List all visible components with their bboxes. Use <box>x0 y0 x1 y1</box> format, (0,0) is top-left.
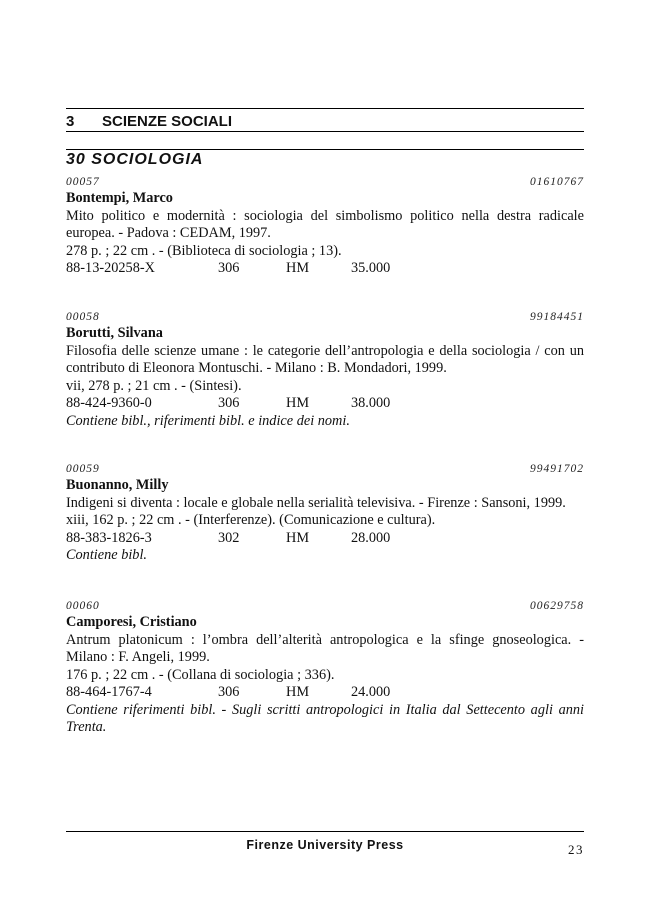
section-bottom-rule <box>66 131 584 132</box>
catalog-entry <box>66 461 584 565</box>
entry-note: Contiene riferimenti bibl. - Sugli scritti antropologici in Italia dal Settecento agli anni Trenta. <box>66 701 584 735</box>
entry-title: Mito politico e modernità : sociologia del simbolismo politico nella destra radicale europea. - Padova : CEDAM, 1997. <box>66 207 584 241</box>
entry-title: Antrum platonicum : l’ombra dell’alterità antropologica e la sfinge gnoseologica. - Milano : F. Angeli, 1999. <box>66 631 584 665</box>
control-number: 00629758 <box>530 600 584 612</box>
entry-author: Buonanno, Milly <box>66 477 169 493</box>
entry-isbn: 88-383-1826-3 <box>66 529 152 546</box>
control-number: 99491702 <box>530 463 584 475</box>
entry-physical-description: vii, 278 p. ; 21 cm . - (Sintesi). <box>66 377 242 394</box>
entry-price: 35.000 <box>351 260 391 276</box>
control-number: 99184451 <box>530 311 584 323</box>
entry-code: HM <box>286 395 310 411</box>
entry-physical-description: 176 p. ; 22 cm . - (Collana di sociologia ; 336). <box>66 666 335 683</box>
entry-id-row <box>66 598 584 614</box>
entry-physical-description: xiii, 162 p. ; 22 cm . - (Interferenze). (Comunicazione e cultura). <box>66 512 436 528</box>
entry-author: Bontempi, Marco <box>66 190 173 206</box>
catalog-page <box>66 0 584 920</box>
record-number: 00059 <box>66 463 100 475</box>
entry-dewey: 306 <box>218 260 240 276</box>
record-number: 00057 <box>66 176 100 188</box>
entry-code: HM <box>286 684 310 700</box>
entry-codes <box>66 260 584 278</box>
footer-publisher: Firenze University Press <box>246 838 404 852</box>
entry-codes <box>66 395 584 413</box>
catalog-entry <box>66 309 584 430</box>
record-number: 00058 <box>66 311 100 323</box>
entry-isbn: 88-13-20258-X <box>66 260 155 276</box>
catalog-entry <box>66 598 584 737</box>
entry-codes <box>66 684 584 702</box>
entry-codes <box>66 530 584 548</box>
entry-title: Indigeni si diventa : locale e globale nella serialità televisiva. - Firenze : Sansoni, 1999. <box>66 494 566 511</box>
control-number: 01610767 <box>530 176 584 188</box>
footer-rule <box>66 831 584 832</box>
entry-author: Camporesi, Cristiano <box>66 614 197 630</box>
entry-code: HM <box>286 529 310 546</box>
entry-author: Borutti, Silvana <box>66 325 163 341</box>
entry-price: 38.000 <box>351 395 391 411</box>
section-number: 3 <box>66 113 75 130</box>
entry-code: HM <box>286 260 310 276</box>
subsection-title: 30 SOCIOLOGIA <box>66 151 204 168</box>
entry-title: Filosofia delle scienze umane : le categorie dell’antropologia e della sociologia / con un contributo di Eleonora Montuschi. - Milano : B. Mondadori, 1999. <box>66 342 584 376</box>
entry-id-row <box>66 309 584 325</box>
entry-price: 24.000 <box>351 684 391 700</box>
entry-dewey: 302 <box>218 529 240 546</box>
entry-dewey: 306 <box>218 395 240 411</box>
entry-id-row <box>66 461 584 477</box>
entry-id-row <box>66 174 584 190</box>
section-top-rule <box>66 108 584 109</box>
record-number: 00060 <box>66 600 100 612</box>
section-title: SCIENZE SOCIALI <box>102 113 233 130</box>
entry-price: 28.000 <box>351 529 391 546</box>
section-heading <box>66 111 584 131</box>
entry-note: Contiene bibl. <box>66 547 148 563</box>
subsection-rule <box>66 149 584 150</box>
page-number: 23 <box>568 842 584 857</box>
entry-physical-description: 278 p. ; 22 cm . - (Biblioteca di sociologia ; 13). <box>66 242 342 259</box>
entry-isbn: 88-424-9360-0 <box>66 395 152 411</box>
catalog-entry <box>66 174 584 278</box>
entry-dewey: 306 <box>218 684 240 700</box>
entry-note: Contiene bibl., riferimenti bibl. e indice dei nomi. <box>66 412 350 429</box>
entry-isbn: 88-464-1767-4 <box>66 684 152 700</box>
